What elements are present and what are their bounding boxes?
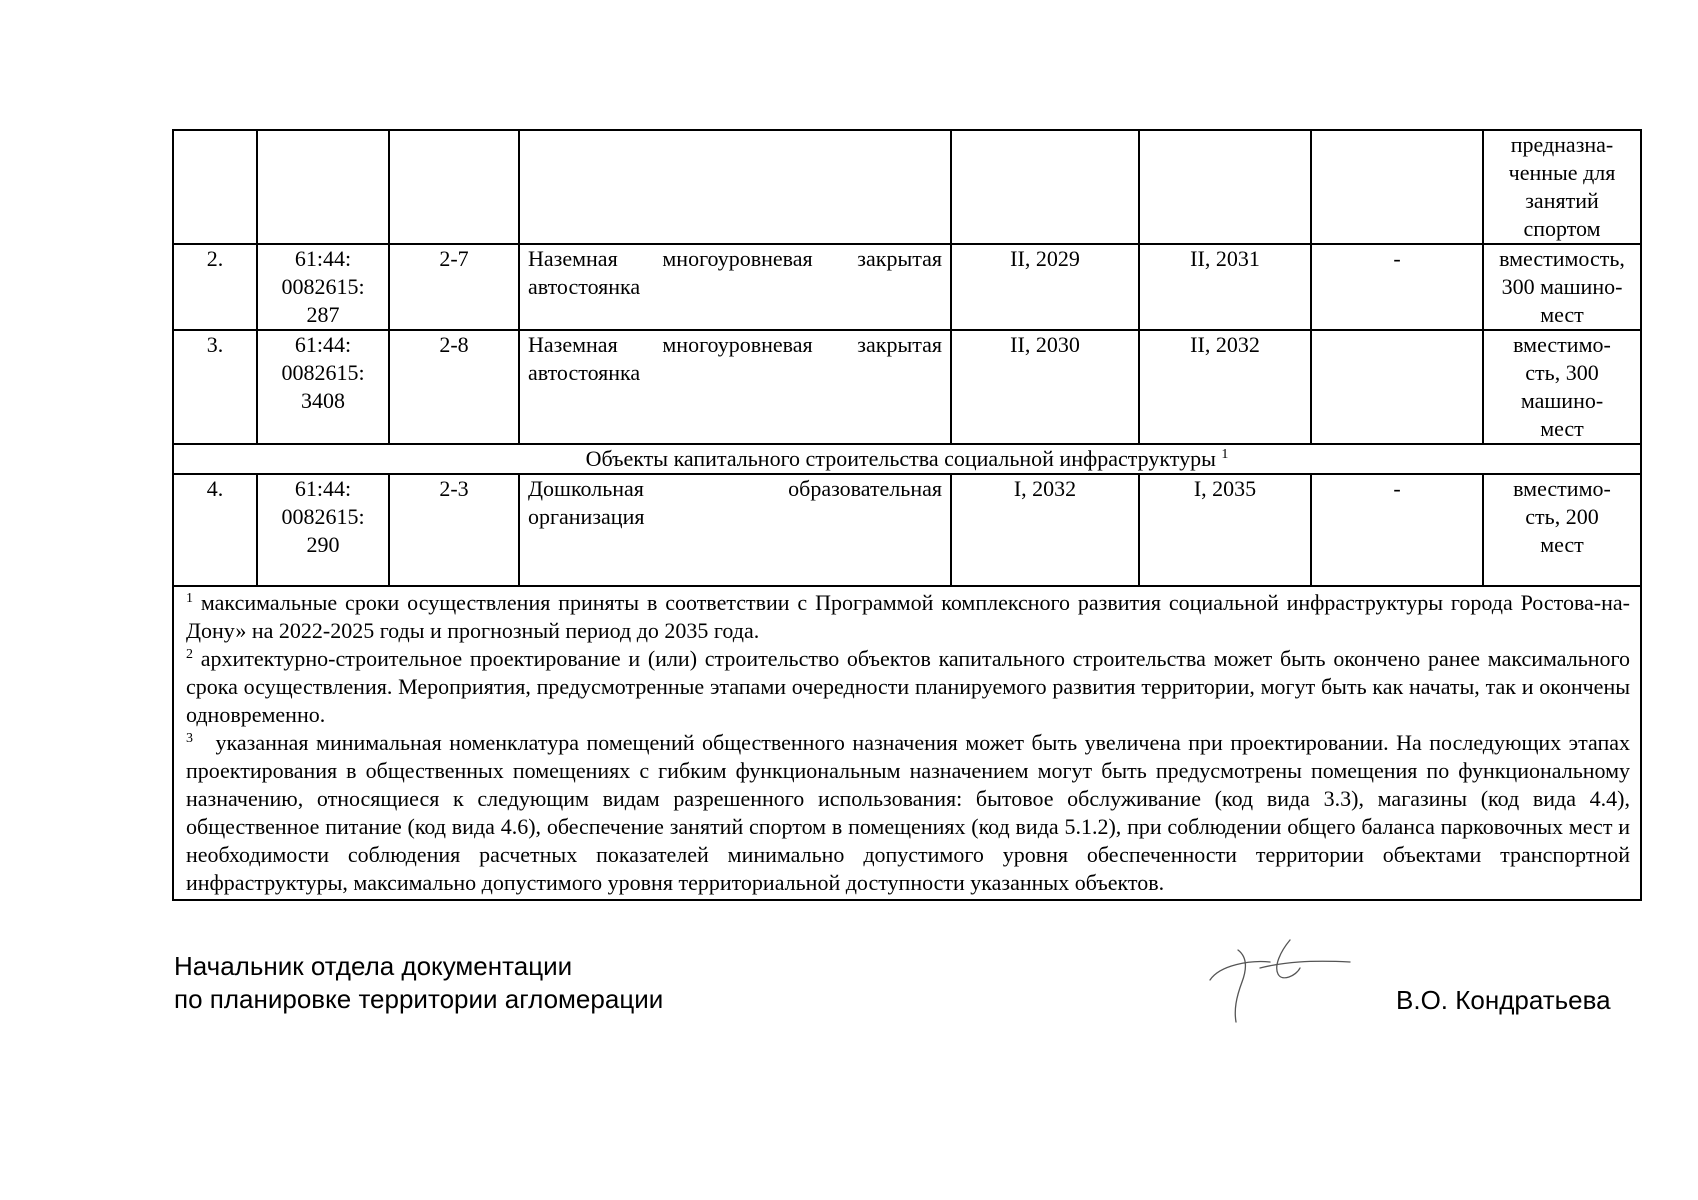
object-name-line2: организация [528,504,645,529]
table-row [173,130,1641,244]
position-line-1: Начальник отдела документации [174,951,573,981]
object-name-line1: Наземная многоуровневая закрытая [528,246,942,271]
object-name-line2: автостоянка [528,274,641,299]
extra-cell [1311,330,1483,444]
cadastral-number: 61:44: 0082615: 287 [257,244,389,330]
position-line-2: по планировке территории агломерации [174,984,664,1014]
start-date: II, 2029 [951,244,1139,330]
capacity-cell: вместимость, 300 машино- мест [1483,244,1641,330]
position-code: 2-8 [389,330,519,444]
row-number: 2. [173,244,257,330]
footnote-3: $^3$ указанная минимальная номенклатура помещений общественного назначения может быть увеличена при проектировании. На последующих этапах проектирования в общественных помещениях с гибким функциональным назначением могут быть предусмотрены помещения по функциональному назначению, относящиеся к следующим видам разрешенного использования: бытовое обслуживание (код вида 3.3), магазины (код вида 4.4), общественное питание (код вида 4.6), обеспечение занятий спортом в помещениях (код вида 5.1.2), при соблюдении общего баланса парковочных мест и необходимости соблюдения расчетных показателей минимально допустимого уровня обеспеченности территории объектами транспортной инфраструктуры, максимально допустимого уровня территориальной доступности указанных объектов. [186,730,1630,895]
table-row [173,330,1641,444]
capacity-cell: вместимо- сть, 200 мест [1483,474,1641,586]
position-code: 2-3 [389,474,519,586]
end-date: I, 2035 [1139,474,1311,586]
object-name-cell [519,330,951,444]
cadastral-number: 61:44: 0082615: 290 [257,474,389,586]
section-heading-row [173,444,1641,474]
object-name-cell [519,244,951,330]
end-date: II, 2031 [1139,244,1311,330]
object-name-line1: Дошкольная образовательная [528,476,942,501]
extra-cell: - [1311,474,1483,586]
start-date: I, 2032 [951,474,1139,586]
object-name-line1: Наземная многоуровневая закрытая [528,332,942,357]
end-date: II, 2032 [1139,330,1311,444]
row-number: 4. [173,474,257,586]
cadastral-number: 61:44: 0082615: 3408 [257,330,389,444]
notes-row [173,586,1641,900]
table-row [173,244,1641,330]
start-date: II, 2030 [951,330,1139,444]
footnotes [173,586,1641,900]
objects-table [172,129,1642,901]
footnote-2: $^2$ архитектурно-строительное проектирование и (или) строительство объектов капитального строительства может быть окончено ранее максимального срока осуществления. Мероприятия, предусмотренные этапами очередности планируемого развития территории, могут быть как начаты, так и окончены одновременно. [186,646,1631,727]
signatory-name: В.О. Кондратьева [1396,985,1611,1015]
table-row [173,474,1641,586]
section-heading [173,444,1641,474]
signatory-position [174,950,663,1016]
capacity-cell: предназна- ченные для занятий спортом [1483,130,1641,244]
object-name-cell [519,474,951,586]
section-heading-text: Объекты капитального строительства социальной инфраструктуры [585,446,1216,471]
section-heading-footnote-mark: 1 [1221,447,1229,462]
row-number: 3. [173,330,257,444]
object-name-line2: автостоянка [528,360,641,385]
extra-cell: - [1311,244,1483,330]
position-code: 2-7 [389,244,519,330]
handwritten-signature [1200,930,1360,1030]
capacity-cell: вместимо- сть, 300 машино- мест [1483,330,1641,444]
footnote-1: $^1$ максимальные сроки осуществления приняты в соответствии с Программой комплексного развития социальной инфраструктуры города Ростова-на-Дону» на 2022-2025 годы и прогнозный период до 2035 года. [186,590,1630,643]
